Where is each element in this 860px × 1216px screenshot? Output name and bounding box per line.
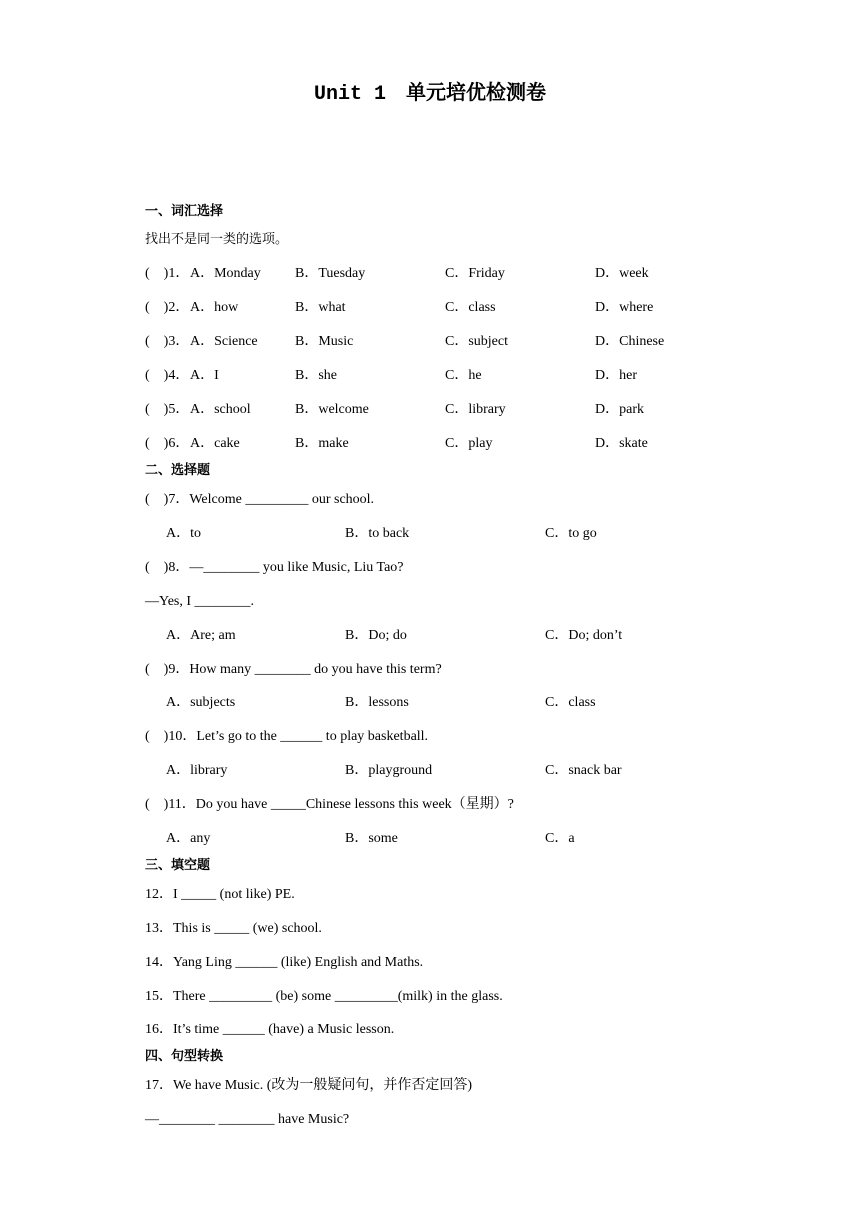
vocab-option-d: D．skate — [595, 436, 648, 451]
vocab-question-number: ( )3． — [145, 334, 190, 349]
vocab-option-b: B．welcome — [295, 402, 369, 417]
section-heading-vocab: 一、词汇选择 — [145, 204, 224, 219]
vocab-option-a: A．how — [190, 300, 239, 315]
mc-question: ( )7．Welcome _________ our school. — [145, 492, 375, 507]
vocab-option-b: B．Tuesday — [295, 266, 366, 281]
vocab-option-d: D．Chinese — [595, 334, 665, 349]
vocab-option-c: C．he — [445, 368, 482, 383]
vocab-option-d: D．park — [595, 402, 644, 417]
mc-option-c: C．a — [545, 831, 575, 846]
transform-question: 17．We have Music. (改为一般疑问句，并作否定回答) — [145, 1078, 473, 1093]
vocab-instruction: 找出不是同一类的选项。 — [145, 232, 289, 247]
vocab-option-a: A．school — [190, 402, 251, 417]
vocab-question-number: ( )6． — [145, 436, 190, 451]
vocab-option-b: B．Music — [295, 334, 354, 349]
fill-question: 13．This is _____ (we) school. — [145, 921, 322, 936]
mc-option-a: A．to — [166, 526, 201, 541]
vocab-option-b: B．make — [295, 436, 349, 451]
section-heading-sentence-transform: 四、句型转换 — [145, 1049, 224, 1064]
mc-option-b: B．lessons — [345, 695, 409, 710]
mc-option-b: B．some — [345, 831, 398, 846]
mc-option-b: B．to back — [345, 526, 410, 541]
vocab-option-a: A．I — [190, 368, 219, 383]
section-heading-multiple-choice: 二、选择题 — [145, 463, 211, 478]
mc-question: ( )9．How many ________ do you have this term? — [145, 662, 442, 677]
vocab-question-number: ( )5． — [145, 402, 190, 417]
vocab-question-number: ( )1． — [145, 266, 190, 281]
fill-question: 16．It’s time ______ (have) a Music lesson. — [145, 1022, 395, 1037]
vocab-option-d: D．week — [595, 266, 649, 281]
vocab-question-number: ( )4． — [145, 368, 190, 383]
vocab-option-c: C．subject — [445, 334, 508, 349]
vocab-option-b: B．she — [295, 368, 337, 383]
mc-question: ( )11．Do you have _____Chinese lessons this week（星期）? — [145, 797, 514, 812]
vocab-option-d: D．her — [595, 368, 637, 383]
mc-option-a: A．library — [166, 763, 228, 778]
page-title: Unit 1 单元培优检测卷 — [313, 83, 546, 106]
mc-option-c: C．to go — [545, 526, 597, 541]
fill-question: 12．I _____ (not like) PE. — [145, 887, 295, 902]
mc-option-c: C．Do; don’t — [545, 628, 623, 643]
vocab-option-c: C．class — [445, 300, 496, 315]
mc-option-a: A．subjects — [166, 695, 236, 710]
mc-option-b: B．playground — [345, 763, 433, 778]
vocab-option-c: C．library — [445, 402, 506, 417]
mc-option-b: B．Do; do — [345, 628, 407, 643]
transform-answer-line: —________ ________ have Music? — [145, 1112, 350, 1127]
mc-option-c: C．class — [545, 695, 596, 710]
mc-question: ( )8．—________ you like Music, Liu Tao? — [145, 560, 404, 575]
vocab-option-a: A．Science — [190, 334, 258, 349]
vocab-option-c: C．Friday — [445, 266, 505, 281]
section-heading-fill-blank: 三、填空题 — [145, 858, 211, 873]
mc-question-reply: —Yes, I ________. — [145, 594, 255, 609]
mc-option-a: A．any — [166, 831, 211, 846]
mc-option-c: C．snack bar — [545, 763, 622, 778]
fill-question: 14．Yang Ling ______ (like) English and Maths. — [145, 955, 424, 970]
fill-question: 15．There _________ (be) some _________(milk) in the glass. — [145, 989, 503, 1004]
vocab-option-a: A．Monday — [190, 266, 261, 281]
vocab-option-a: A．cake — [190, 436, 240, 451]
mc-option-a: A．Are; am — [166, 628, 236, 643]
vocab-option-c: C．play — [445, 436, 493, 451]
vocab-option-b: B．what — [295, 300, 346, 315]
mc-question: ( )10．Let’s go to the ______ to play basketball. — [145, 729, 429, 744]
vocab-question-number: ( )2． — [145, 300, 190, 315]
vocab-option-d: D．where — [595, 300, 654, 315]
